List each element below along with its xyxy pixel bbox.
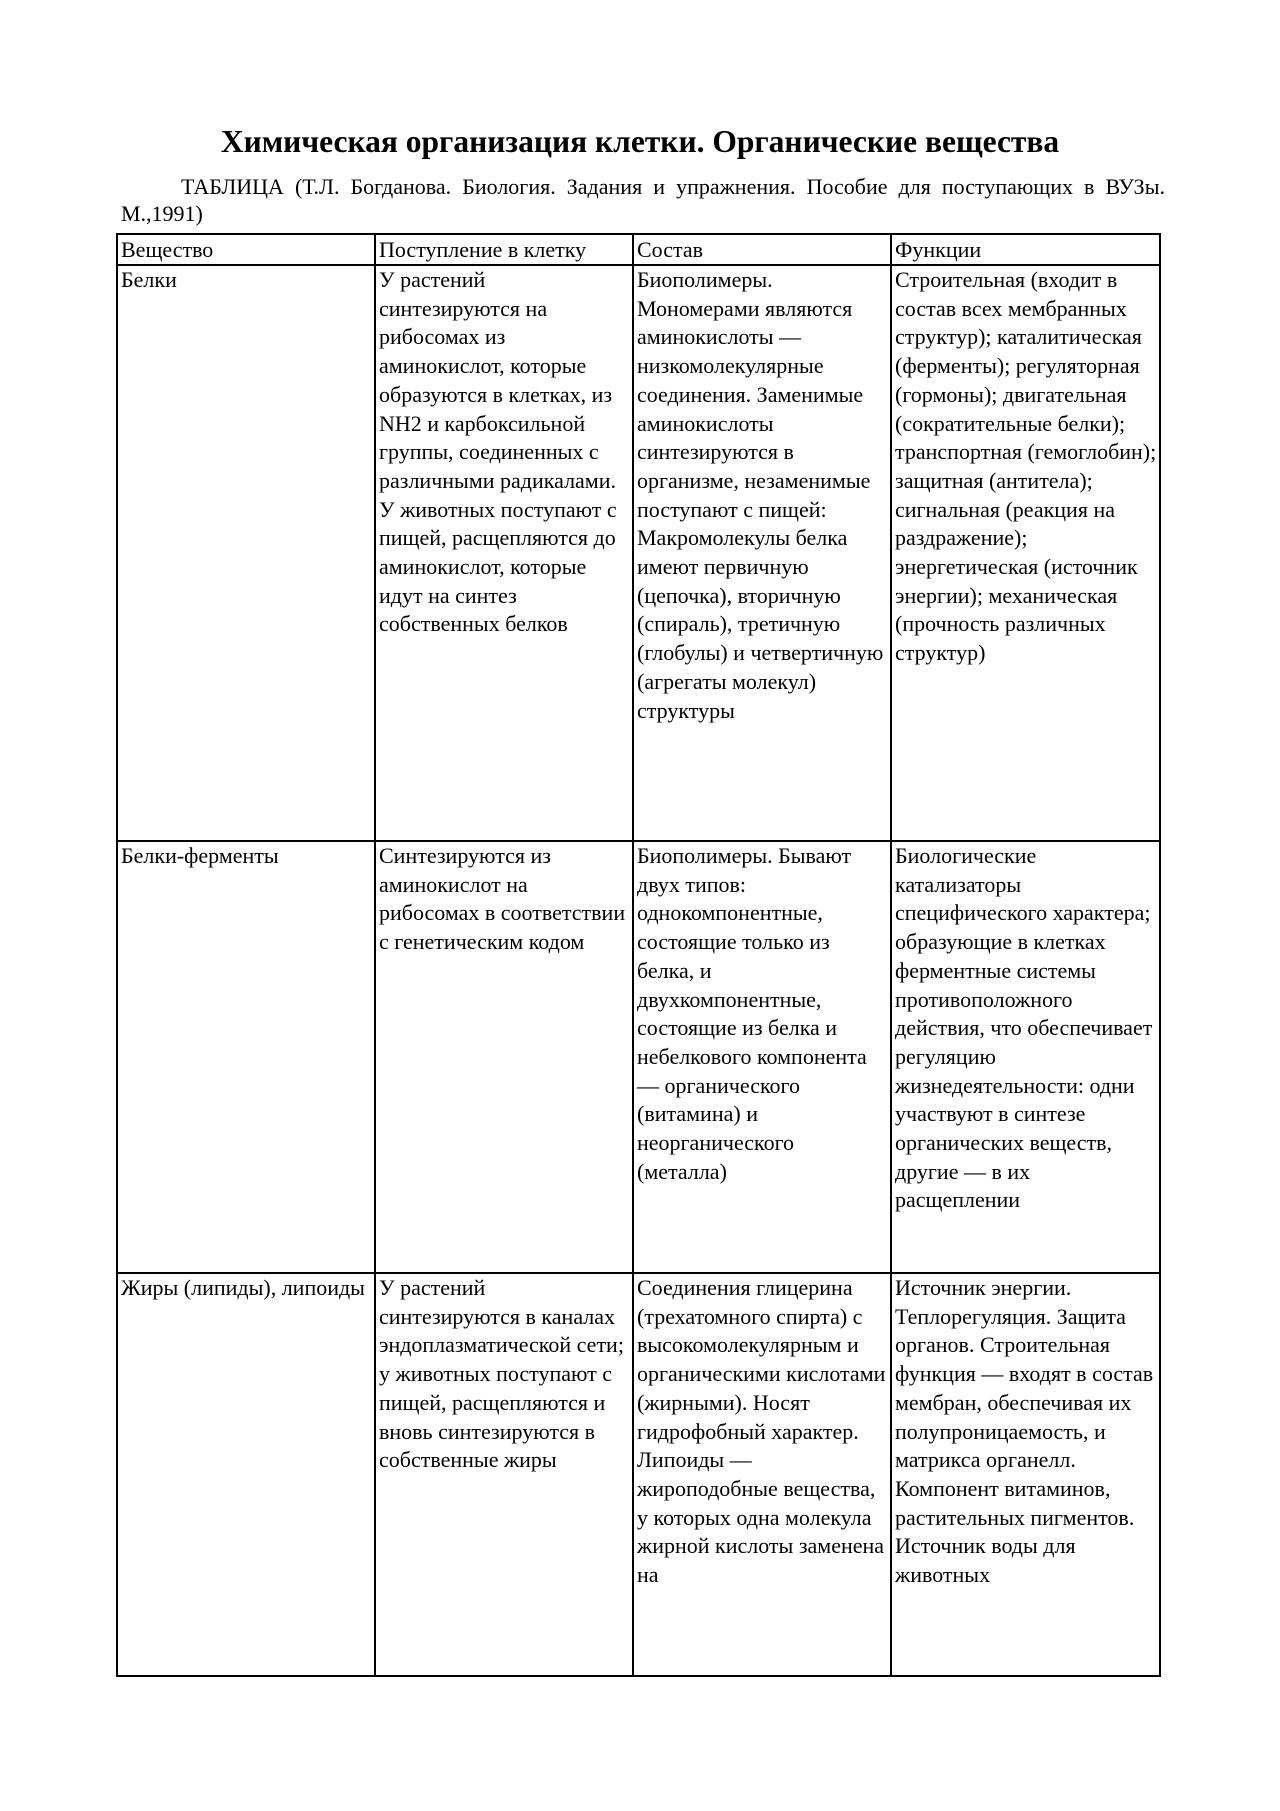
cell-substance: Белки <box>117 265 375 841</box>
organic-substances-table <box>116 233 1161 1677</box>
cell-substance: Жиры (липиды), липоиды <box>117 1273 375 1676</box>
page-title: Химическая организация клетки. Органические вещества <box>220 124 1060 159</box>
cell-substance: Белки-ферменты <box>117 841 375 1273</box>
cell-composition: Биополимеры. Мономерами являются аминокислоты — низкомолекулярные соединения. Заменимые аминокислоты синтезируются в организме, незаменимые поступают с пищей: Макромолекулы белка имеют первичную (цепочка), вторичную (спираль), третичную (глобулы) и четвертичную (агрегаты молекул) структуры <box>633 265 891 841</box>
table-header-row <box>117 234 1160 265</box>
header-cell-substance: Вещество <box>117 234 375 265</box>
cell-functions: Биологические катализаторы специфического характера; образующие в клетках ферментные системы противоположного действия, что обеспечивает регуляцию жизнедеятельности: одни участвуют в синтезе органических веществ, другие — в их расщеплении <box>891 841 1160 1273</box>
header-cell-functions: Функции <box>891 234 1160 265</box>
cell-functions: Источник энергии. Теплорегуляция. Защита органов. Строительная функция — входят в состав мембран, обеспечивая их полупроницаемость, и матрикса органелл. Компонент витаминов, растительных пигментов. Источник воды для животных <box>891 1273 1160 1676</box>
cell-functions: Строительная (входит в состав всех мембранных структур); каталитическая (ферменты); регуляторная (гормоны); двигательная (сократительные белки); транспортная (гемоглобин); защитная (антитела); сигнальная (реакция на раздражение); энергетическая (источник энергии); механическая (прочность различных структур) <box>891 265 1160 841</box>
cell-intake: Синтезируются из аминокислот на рибосомах в соответствии с генетическим кодом <box>375 841 633 1273</box>
cell-composition: Биополимеры. Бывают двух типов: однокомпонентные, состоящие только из белка, и двухкомпонентные, состоящие из белка и небелкового компонента — органического (витамина) и неорганического (металла) <box>633 841 891 1273</box>
intro-paragraph: ТАБЛИЦА (Т.Л. Богданова. Биология. Задания и упражнения. Пособие для поступающих в ВУЗы. М.,1991) <box>121 174 1165 226</box>
cell-intake: У растений синтезируются на рибосомах из аминокислот, которые образуются в клетках, из NH2 и карбоксильной группы, соединенных с различными радикалами. У животных поступают с пищей, расщепляются до аминокислот, которые идут на синтез собственных белков <box>375 265 633 841</box>
cell-composition: Соединения глицерина (трехатомного спирта) с высокомолекулярным и органическими кислотами (жирными). Носят гидрофобный характер. Липоиды — жироподобные вещества, у которых одна молекула жирной кислоты заменена на <box>633 1273 891 1676</box>
table-row <box>117 265 1160 841</box>
table-row <box>117 1273 1160 1676</box>
cell-intake: У растений синтезируются в каналах эндоплазматической сети; у животных поступают с пищей, расщепляются и вновь синтезируются в собственные жиры <box>375 1273 633 1676</box>
header-cell-composition: Состав <box>633 234 891 265</box>
header-cell-intake: Поступление в клетку <box>375 234 633 265</box>
table-row <box>117 841 1160 1273</box>
